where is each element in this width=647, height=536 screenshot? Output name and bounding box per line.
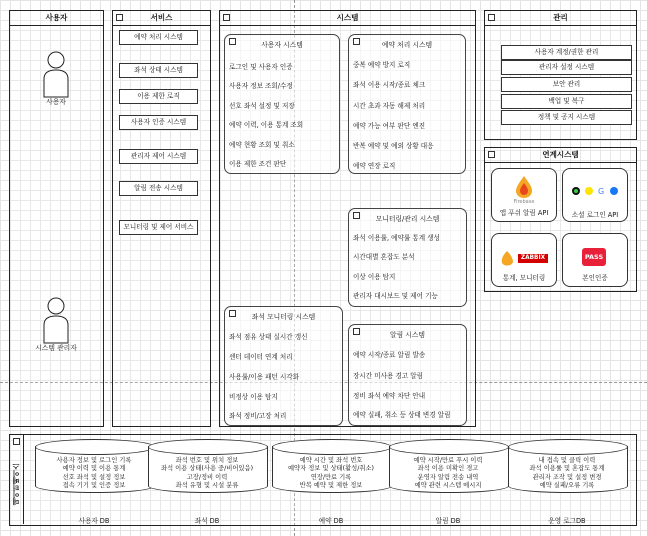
group-title: 사용자 시스템 — [261, 41, 303, 49]
group-item: 예약 이력, 이용 통계 조회 — [229, 121, 304, 129]
group-item: 센터 데이터 연계 처리 — [229, 353, 293, 361]
group-title: 알림 시스템 — [390, 331, 425, 339]
lane-collapse-icon[interactable] — [488, 151, 495, 158]
group-item: 사용자 정보 조회/수정 — [229, 82, 293, 90]
integration-monitoring[interactable] — [491, 233, 557, 287]
group-item: 좌석 정비/고장 처리 — [229, 412, 287, 420]
group-item: 장시간 미사용 경고 알림 — [353, 372, 423, 380]
user-actor-icon — [42, 51, 70, 101]
lane-system-title: 시스템 — [220, 11, 475, 26]
lane-management-title: 관리 — [485, 11, 636, 26]
mgmt-account-permissions[interactable]: 사용자 계정/권한 관리 — [501, 45, 632, 60]
lane-collapse-icon[interactable] — [116, 14, 123, 21]
lane-collapse-icon[interactable] — [13, 438, 20, 445]
lane-data-title: 데이터베이스 — [12, 463, 20, 505]
mgmt-admin-settings[interactable]: 관리자 설정 시스템 — [501, 60, 632, 75]
group-seat-monitoring[interactable] — [224, 306, 343, 426]
actor-admin-label: 시스템 관리자 — [35, 344, 77, 352]
group-item: 중복 예약 방지 로직 — [353, 61, 411, 69]
group-item: 시간대별 혼잡도 분석 — [353, 253, 415, 261]
integration-label: 통계, 모니터링 — [502, 274, 546, 282]
group-item: 예약 가능 여부 판단 엔진 — [353, 122, 426, 130]
group-item: 시간 초과 자동 해제 처리 — [353, 102, 426, 110]
lane-integration-title: 연계시스템 — [485, 148, 636, 163]
db-contents: 예약 시작/만료 푸시 이력 좌석 이용 미확인 경고 운영자 알림 전송 내역 예약 관련 시스템 메시지 — [413, 457, 483, 489]
lane-users-title: 사용자 — [10, 11, 103, 26]
service-notification[interactable]: 알림 전송 시스템 — [119, 181, 198, 196]
lane-integration — [484, 147, 637, 292]
db-cylinder-top — [389, 439, 509, 455]
lane-services — [112, 10, 211, 427]
db-reservation[interactable] — [272, 439, 390, 525]
db-operation-log[interactable] — [508, 439, 626, 525]
db-user[interactable] — [35, 439, 153, 525]
lane-collapse-icon[interactable] — [223, 14, 230, 21]
group-item: 선호 좌석 설정 및 저장 — [229, 102, 295, 110]
integration-identity-verification[interactable] — [562, 233, 628, 287]
integration-label: 본인인증 — [582, 274, 608, 282]
group-item: 로그인 및 사용자 인증 — [229, 63, 293, 71]
db-contents: 예약 시간 및 좌석 번호 예약자 정보 및 상태(활성/취소) 연장/만료 기록 반복 예약 및 제한 정보 — [287, 457, 375, 489]
pass-logo-icon: PASS — [582, 248, 606, 266]
db-cylinder-top — [148, 439, 268, 455]
group-item: 좌석 이용 시작/종료 체크 — [353, 81, 426, 89]
db-contents: 좌석 번호 및 위치 정보 좌석 이용 상태(사용 중/비어있음) 고장/정비 이력 좌석 유형 및 시설 분류 — [160, 457, 254, 489]
group-item: 반복 예약 및 예외 상황 대응 — [353, 142, 434, 150]
group-user-system[interactable] — [224, 34, 340, 174]
lane-users — [9, 10, 104, 427]
mgmt-policy-notice[interactable]: 정책 및 공지 시스템 — [501, 110, 632, 125]
group-reservation-system[interactable] — [348, 34, 466, 174]
db-label: 운영 로그DB — [548, 517, 586, 525]
db-cylinder-top — [272, 439, 392, 455]
service-usage-limit[interactable]: 이용 제한 로직 — [119, 89, 198, 104]
db-notification[interactable] — [389, 439, 507, 525]
lane-system — [219, 10, 476, 427]
integration-social-login[interactable] — [562, 168, 628, 222]
group-title: 예약 처리 시스템 — [381, 41, 433, 49]
admin-actor-icon — [42, 297, 70, 347]
mgmt-backup-recovery[interactable]: 백업 및 복구 — [501, 94, 632, 109]
group-item: 비정상 이용 탐지 — [229, 393, 278, 401]
db-seat[interactable] — [148, 439, 266, 525]
integration-label: 앱 푸쉬 알림 API — [499, 209, 549, 217]
actor-user-label: 사용자 — [46, 98, 66, 106]
group-title: 좌석 모니터링 시스템 — [251, 313, 316, 321]
firebase-logo-text: Firebase — [513, 199, 535, 205]
group-notification[interactable] — [348, 324, 467, 426]
lane-services-title: 서비스 — [113, 11, 210, 26]
db-contents: 내 접속 및 클릭 이력 좌석 이용률 및 혼잡도 통계 관리자 조작 및 설정 변경 예약 실패/오류 기록 — [529, 457, 605, 489]
integration-label: 소셜 로그인 API — [571, 211, 619, 219]
svg-text:G: G — [598, 187, 605, 196]
group-item: 예약 실패, 취소 등 상태 변경 알림 — [353, 411, 451, 419]
service-admin-control[interactable]: 관리자 제어 시스템 — [119, 149, 198, 164]
group-title: 모니터링/관리 시스템 — [375, 215, 440, 223]
lane-management — [484, 10, 637, 140]
group-item: 예약 연장 로직 — [353, 162, 396, 170]
group-item: 예약 현황 조회 및 취소 — [229, 141, 295, 149]
service-user-auth[interactable]: 사용자 인증 시스템 — [119, 115, 198, 130]
group-monitoring-admin[interactable] — [348, 208, 467, 307]
lane-data — [9, 434, 637, 526]
db-label: 좌석 DB — [194, 517, 220, 525]
group-item: 좌석 이용률, 예약률 통계 생성 — [353, 234, 440, 242]
lane-data-header — [10, 435, 24, 524]
db-contents: 사용자 정보 및 로그인 기록 예약 이력 및 이용 통계 선호 좌석 및 설정 정보 접속 기기 및 인증 정보 — [56, 457, 132, 489]
integration-push-api[interactable] — [491, 168, 557, 222]
group-item: 사용률/이용 패턴 시각화 — [229, 373, 300, 381]
grafana-logo-icon — [500, 250, 514, 268]
social-logos-icon — [571, 186, 619, 196]
db-cylinder-top — [35, 439, 155, 455]
service-monitoring[interactable]: 모니터링 및 제어 서비스 — [119, 220, 198, 235]
group-item: 정비 좌석 예약 차단 안내 — [353, 392, 426, 400]
db-label: 알림 DB — [435, 517, 461, 525]
group-item: 이상 이용 탐지 — [353, 273, 396, 281]
group-item: 관리자 대시보드 및 제어 기능 — [353, 292, 438, 300]
mgmt-security[interactable]: 보안 관리 — [501, 77, 632, 92]
service-reservation[interactable]: 예약 처리 시스템 — [119, 30, 198, 45]
db-label: 예약 DB — [318, 517, 344, 525]
lane-collapse-icon[interactable] — [488, 14, 495, 21]
db-label: 사용자 DB — [78, 517, 110, 525]
group-item: 좌석 점유 상태 실시간 갱신 — [229, 333, 308, 341]
grafana-zabbix-icon: ZABBIX — [518, 254, 548, 263]
db-cylinder-top — [508, 439, 628, 455]
group-item: 이용 제한 조건 판단 — [229, 160, 287, 168]
group-item: 예약 시작/종료 알림 발송 — [353, 351, 426, 359]
firebase-flame-icon — [514, 175, 534, 199]
service-seat-status[interactable]: 좌석 상태 시스템 — [119, 63, 198, 78]
